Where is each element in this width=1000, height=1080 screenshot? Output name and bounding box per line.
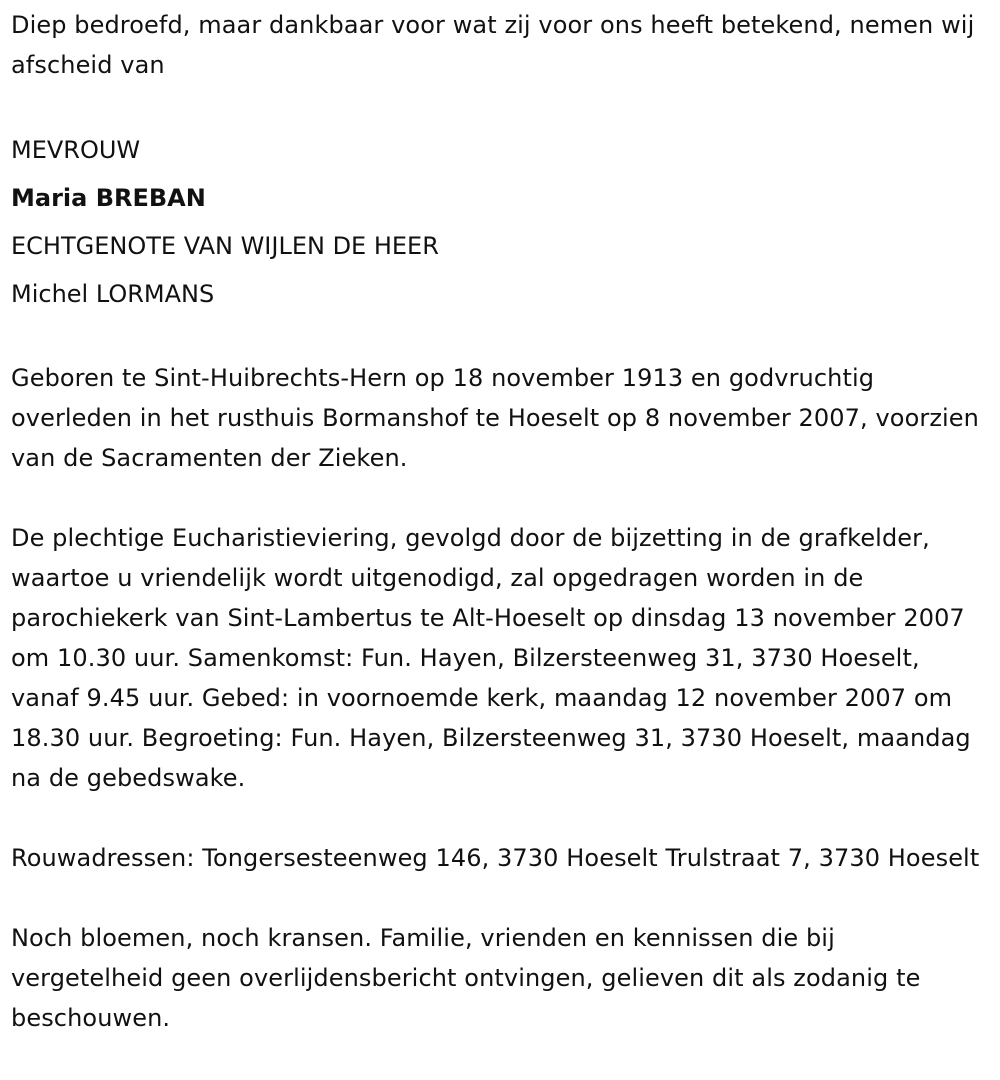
spouse-name: Michel LORMANS [11, 280, 215, 308]
deceased-name: Maria BREBAN [11, 184, 206, 212]
deceased-block [11, 126, 991, 318]
spacer [11, 798, 991, 838]
closing-text: Noch bloemen, noch kransen. Familie, vrienden en kennissen die bij vergetelheid geen overlijdensbericht ontvingen, gelieven dit als zodanig te beschouwen. [11, 924, 921, 1032]
addresses-text: Rouwadressen: Tongersesteenweg 146, 3730 Hoeselt Trulstraat 7, 3730 Hoeselt [11, 844, 980, 872]
obituary-document [11, 5, 991, 1038]
spacer [11, 85, 991, 125]
spacer [11, 878, 991, 918]
ceremony-text: De plechtige Eucharistieviering, gevolgd door de bijzetting in de grafkelder, waartoe u vriendelijk wordt uitgenodigd, zal opgedragen worden in de parochiekerk van Sint-Lambertus te Alt-Hoeselt op dinsdag 13 november 2007 om 10.30 uur. Samenkomst: Fun. Hayen, Bilzersteenweg 31, 3730 Hoeselt, vanaf 9.45 uur. Gebed: in voornoemde kerk, maandag 12 november 2007 om 18.30 uur. Begroeting: Fun. Hayen, Bilzersteenweg 31, 3730 Hoeselt, maandag na de gebedswake. [11, 524, 971, 792]
relation-text: ECHTGENOTE VAN WIJLEN DE HEER [11, 232, 439, 260]
spacer [11, 318, 991, 358]
spacer [11, 478, 991, 518]
intro-text: Diep bedroefd, maar dankbaar voor wat zij voor ons heeft betekend, nemen wij afscheid van [11, 11, 975, 79]
honorific-title: MEVROUW [11, 136, 141, 164]
birth-death-text: Geboren te Sint-Huibrechts-Hern op 18 november 1913 en godvruchtig overleden in het rusthuis Bormanshof te Hoeselt op 8 november 2007, voorzien van de Sacramenten der Zieken. [11, 364, 979, 472]
